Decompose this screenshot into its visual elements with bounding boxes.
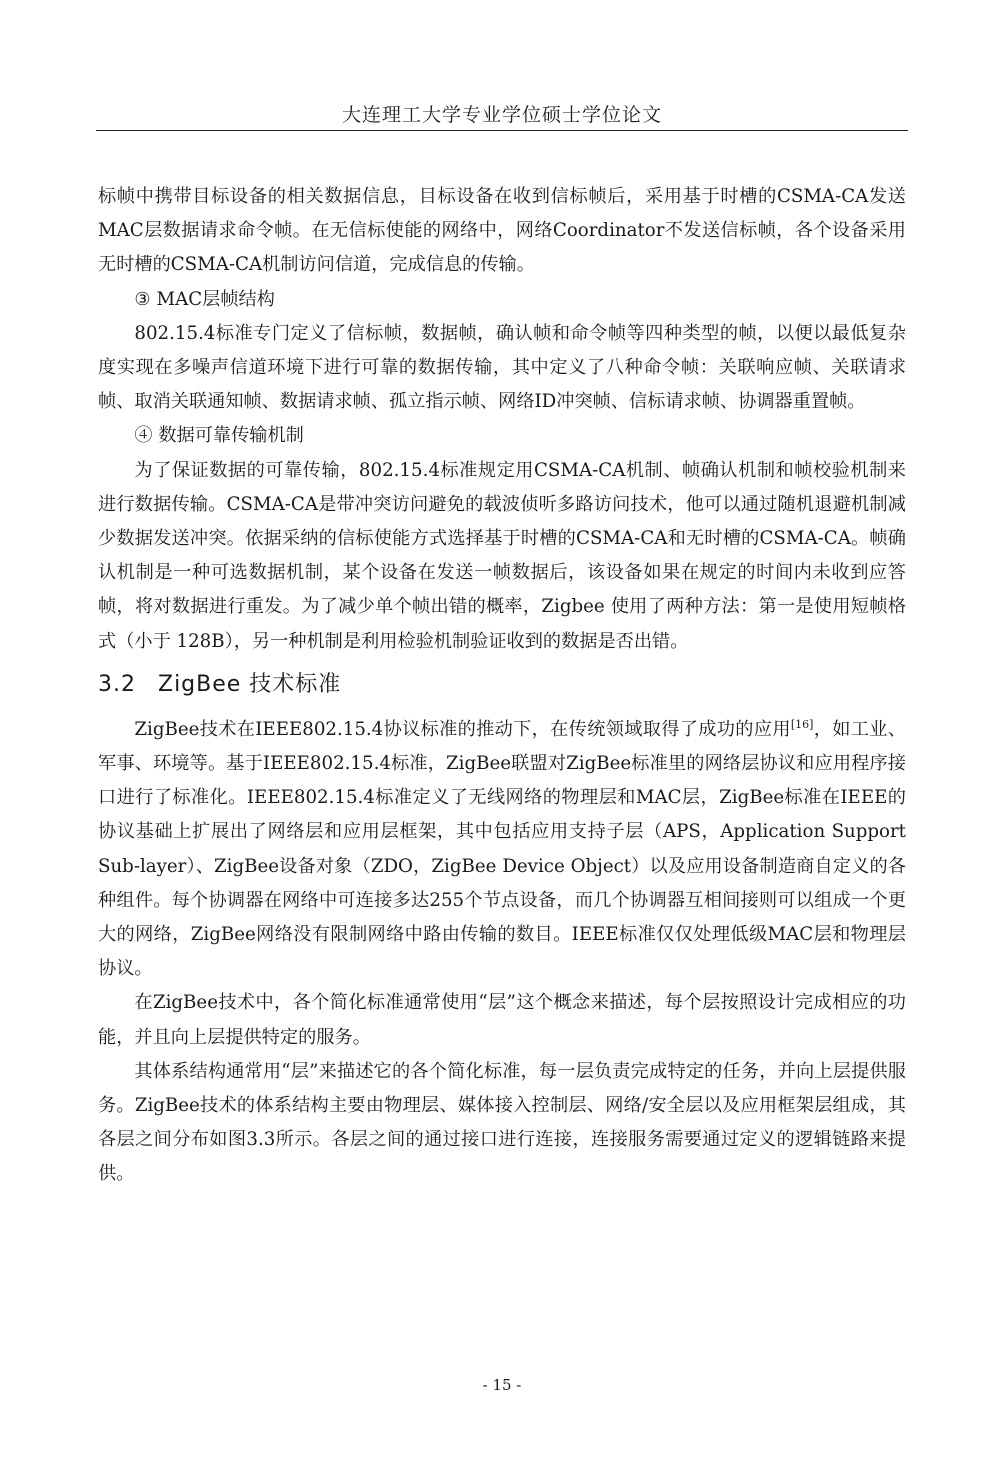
paragraph-layer-concept: 在ZigBee技术中，各个简化标准通常使用“层”这个概念来描述，每个层按照设计完成相应的功能，并且向上层提供特定的服务。 <box>98 992 906 1048</box>
paragraph-frame-types: 802.15.4标准专门定义了信标帧，数据帧，确认帧和命令帧等四种类型的帧，以便以最低复杂度实现在多噪声信道环境下进行可靠的数据传输，其中定义了八种命令帧：关联响应帧、关联请求帧、取消关联通知帧、数据请求帧、孤立指示帧、网络ID冲突帧、信标请求帧、协调器重置帧。 <box>98 322 906 413</box>
body-content <box>98 180 906 1192</box>
paragraph-architecture: 其体系结构通常用“层”来描述它的各个简化标准，每一层负责完成特定的任务，并向上层提供服务。ZigBee技术的体系结构主要由物理层、媒体接入控制层、网络/安全层以及应用框架层组成，其各层之间分布如图3.3所示。各层之间的通过接口进行连接，连接服务需要通过定义的逻辑链路来提供。 <box>98 1060 906 1185</box>
section-title: ZigBee 技术标准 <box>158 671 342 697</box>
paragraph-reliable-transmission: 为了保证数据的可靠传输，802.15.4标准规定用CSMA-CA机制、帧确认机制和帧校验机制来进行数据传输。CSMA-CA是带冲突访问避免的载波侦听多路访问技术，他可以通过随机退避机制减少数据发送冲突。依据采纳的信标使能方式选择基于时槽的CSMA-CA和无时槽的CSMA-CA。帧确认机制是一种可选数据机制，某个设备在发送一帧数据后，该设备如果在规定的时间内未收到应答帧，将对数据进行重发。为了减少单个帧出错的概率，Zigbee 使用了两种方法：第一是使用短帧格式（小于 128B），另一种机制是利用检验机制验证收到的数据是否出错。 <box>98 459 906 652</box>
section-heading <box>98 667 906 703</box>
header-rule <box>96 130 908 131</box>
citation-ref: [16] <box>790 717 814 731</box>
running-header: 大连理工大学专业学位硕士学位论文 <box>341 104 662 126</box>
paragraph-text: ZigBee技术在IEEE802.15.4协议标准的推动下，在传统领域取得了成功的应用 <box>134 718 791 740</box>
page-number: - 15 - <box>482 1376 522 1394</box>
paragraph-text-tail: ，如工业、军事、环境等。基于IEEE802.15.4标准，ZigBee联盟对ZigBee标准里的网络层协议和应用程序接口进行了标准化。IEEE802.15.4标准定义了无线网络的物理层和MAC层，ZigBee标准在IEEE的协议基础上扩展出了网络层和应用层框架，其中包括应用支持子层（APS，Application Support Sub-layer）、ZigBee设备对象（ZDO，ZigBee Device Object）以及应用设备制造商自定义的各种组件。每个协调器在网络中可连接多达255个节点设备，而几个协调器互相间接则可以组成一个更大的网络，ZigBee网络没有限制网络中路由传输的数目。IEEE标准仅仅处理低级MAC层和物理层协议。 <box>98 718 906 980</box>
subheading-reliable-transmission: ④ 数据可靠传输机制 <box>134 425 304 447</box>
section-number: 3.2 <box>98 671 136 697</box>
subheading-mac-frame: ③ MAC层帧结构 <box>134 288 275 310</box>
paragraph-zigbee-standard <box>98 713 906 987</box>
paragraph-beacon-csma: 标帧中携带目标设备的相关数据信息，目标设备在收到信标帧后，采用基于时槽的CSMA-CA发送MAC层数据请求命令帧。在无信标使能的网络中，网络Coordinator不发送信标帧，各个设备采用无时槽的CSMA-CA机制访问信道，完成信息的传输。 <box>98 186 906 276</box>
